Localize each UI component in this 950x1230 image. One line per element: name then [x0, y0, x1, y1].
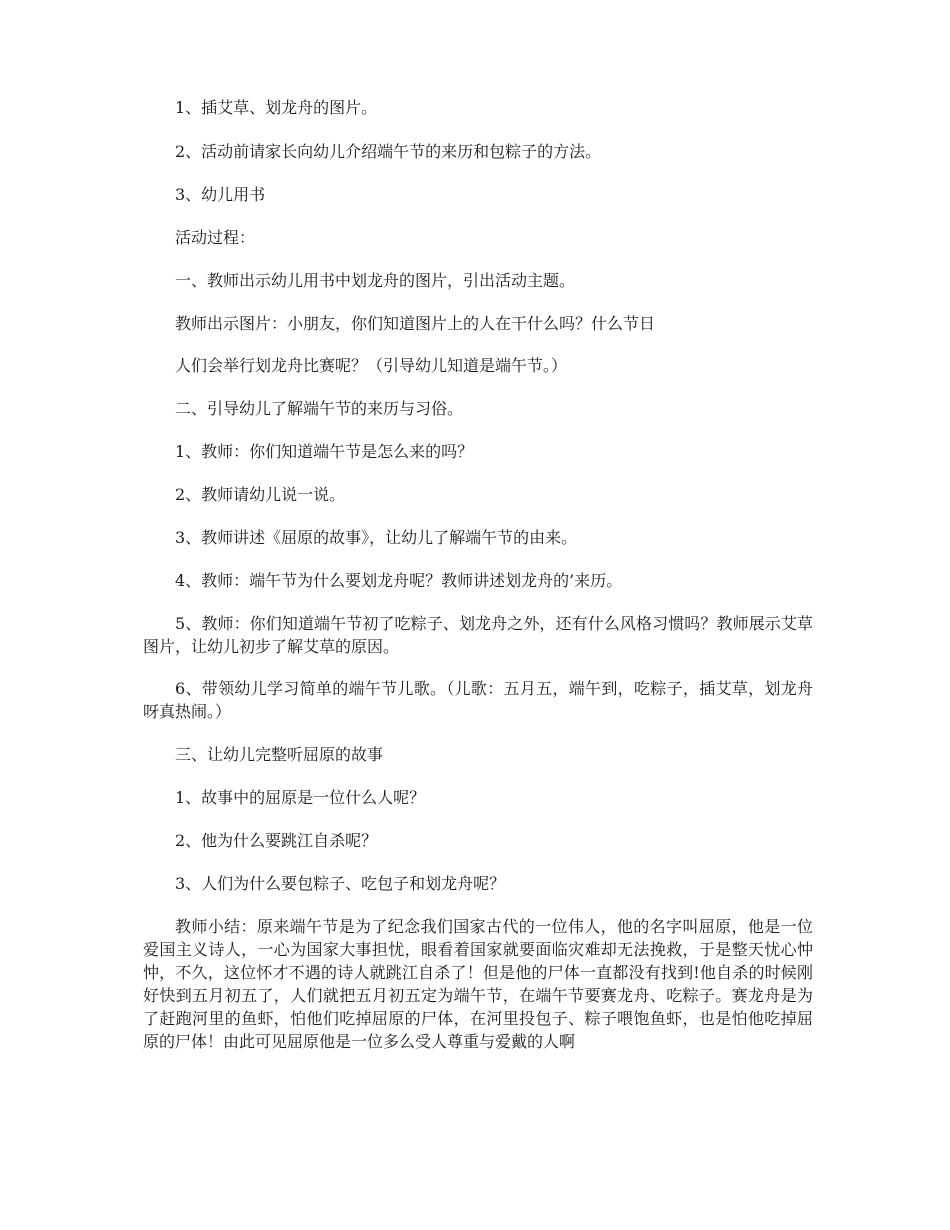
paragraph-19: 教师小结：原来端午节是为了纪念我们国家古代的一位伟人，他的名字叫屈原，他是一位爱国主义诗人，一心为国家大事担忧，眼看着国家就要面临灾难却无法挽救，于是整天忧心忡忡，不久，这位怀才不遇的诗人就跳江自杀了！但是他的尸体一直都没有找到!他自杀的时候刚好快到五月初五了，人们就把五月初五定为端午节，在端午节要赛龙舟、吃粽子。赛龙舟是为了赶跑河里的鱼虾，怕他们吃掉屈原的尸体，在河里投包子、粽子喂饱鱼虾，也是怕他吃掉屈原的尸体！由此可见屈原他是一位多么受人尊重与爱戴的人啊: [143, 917, 813, 1051]
paragraph-18: 3、人们为什么要包粽子、吃包子和划龙舟呢？: [175, 874, 506, 893]
paragraph-4: 活动过程：: [175, 228, 256, 247]
paragraph-1: 1、插艾草、划龙舟的图片。: [175, 98, 378, 117]
paragraph-2: 2、活动前请家长向幼儿介绍端午节的来历和包粽子的方法。: [175, 142, 602, 161]
paragraph-8: 二、引导幼儿了解端午节的来历与习俗。: [175, 399, 464, 418]
paragraph-16: 1、故事中的屈原是一位什么人呢？: [175, 788, 426, 807]
paragraph-15: 三、让幼儿完整听屈原的故事: [175, 745, 384, 764]
paragraph-9: 1、教师：你们知道端午节是怎么来的吗？: [175, 442, 474, 461]
paragraph-17: 2、他为什么要跳江自杀呢？: [175, 831, 378, 850]
paragraph-3: 3、幼儿用书: [175, 185, 266, 204]
paragraph-11: 3、教师讲述《屈原的故事》，让幼儿了解端午节的由来。: [175, 528, 578, 547]
paragraph-5: 一、教师出示幼儿用书中划龙舟的图片，引出活动主题。: [175, 271, 576, 290]
paragraph-12: 4、教师：端午节为什么要划龙舟呢？教师讲述划龙舟的’来历。: [175, 571, 623, 590]
paragraph-14: 6、带领幼儿学习简单的端午节儿歌。（儿歌：五月五，端午到，吃粽子，插艾草，划龙舟呀真热闹。）: [143, 679, 813, 721]
paragraph-6: 教师出示图片：小朋友，你们知道图片上的人在干什么吗？什么节日: [175, 314, 656, 333]
paragraph-10: 2、教师请幼儿说一说。: [175, 485, 346, 504]
paragraph-13: 5、教师：你们知道端午节初了吃粽子、划龙舟之外，还有什么风格习惯吗？教师展示艾草图片，让幼儿初步了解艾草的原因。: [143, 614, 813, 656]
paragraph-7: 人们会举行划龙舟比赛呢？（引导幼儿知道是端午节。）: [175, 356, 568, 375]
